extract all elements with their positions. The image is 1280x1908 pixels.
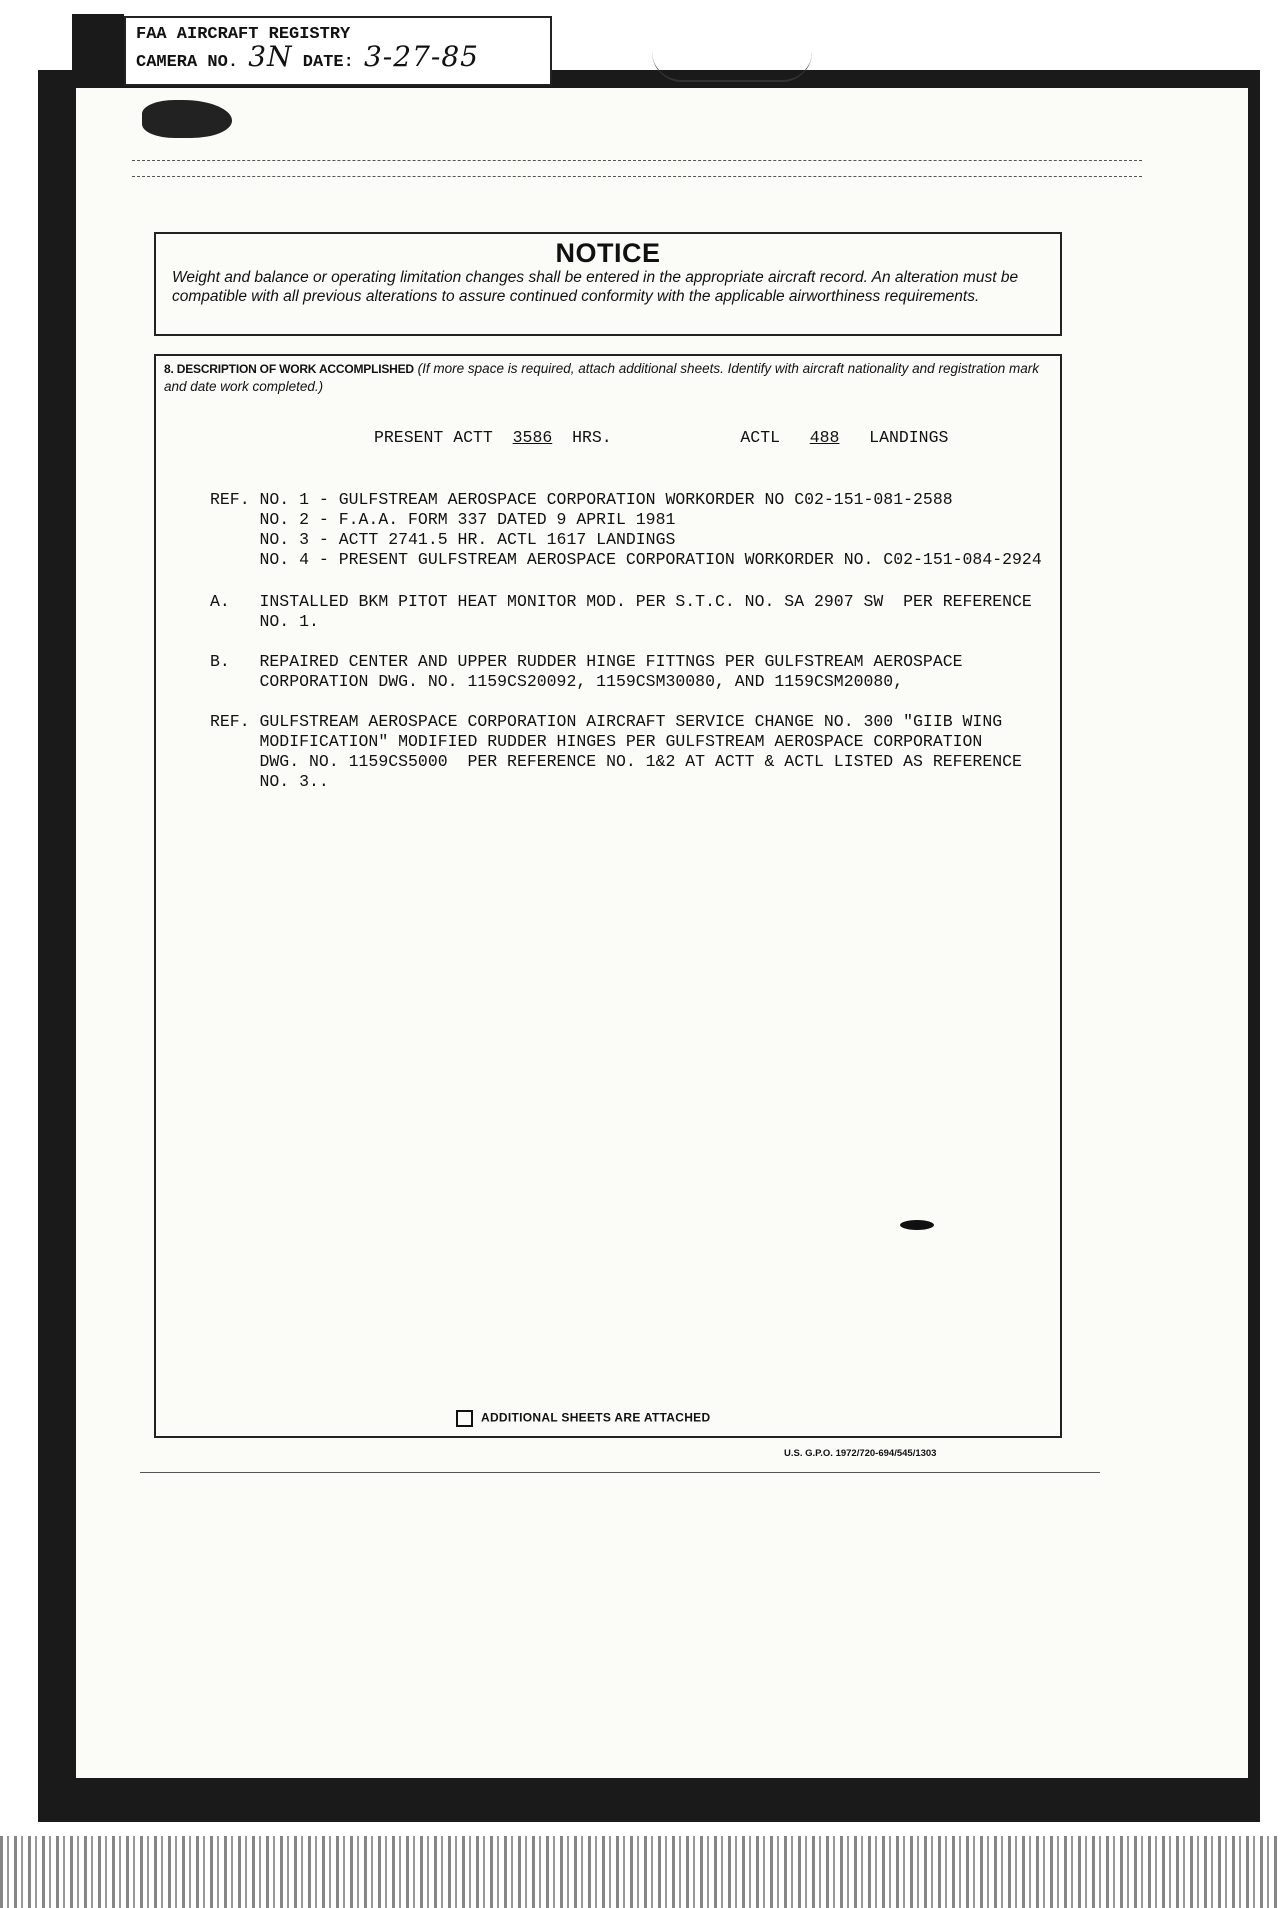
scan-frame-right <box>1248 86 1260 1786</box>
scan-frame-top-left <box>72 14 124 74</box>
item-ref-line: NO. 3.. <box>210 772 329 791</box>
additional-sheets-checkbox[interactable] <box>456 1410 473 1427</box>
actl-value: 488 <box>809 428 840 447</box>
additional-sheets-label: ADDITIONAL SHEETS ARE ATTACHED <box>481 1410 711 1425</box>
reference-list <box>210 470 1042 570</box>
present-actt-label: PRESENT ACTT <box>374 428 493 447</box>
landings-label: LANDINGS <box>869 428 949 447</box>
work-item-a <box>210 572 1032 632</box>
item-a-line: NO. 1. <box>210 612 319 631</box>
stamp-camera-line <box>136 40 540 74</box>
additional-sheets-line <box>456 1410 710 1427</box>
bottom-rule <box>140 1472 1100 1473</box>
perforation-line <box>132 160 1142 161</box>
item-b-line: B. REPAIRED CENTER AND UPPER RUDDER HINGE FITTNGS PER GULFSTREAM AEROSPACE <box>210 652 963 671</box>
present-time-line <box>374 428 948 448</box>
present-actt-value: 3586 <box>512 428 553 447</box>
item-ref-line: MODIFICATION" MODIFIED RUDDER HINGES PER GULFSTREAM AEROSPACE CORPORATION <box>210 732 983 751</box>
section-label: 8. DESCRIPTION OF WORK ACCOMPLISHED <box>164 362 414 376</box>
hand-mark <box>652 18 812 82</box>
notice-box <box>154 232 1062 336</box>
reference-line: REF. NO. 1 - GULFSTREAM AEROSPACE CORPORATION WORKORDER NO C02-151-081-2588 <box>210 490 953 509</box>
work-item-ref <box>210 692 1022 792</box>
reference-line: NO. 4 - PRESENT GULFSTREAM AEROSPACE CORPORATION WORKORDER NO. C02-151-084-2924 <box>210 550 1042 569</box>
camera-label: CAMERA NO. <box>136 53 239 72</box>
gpo-imprint: U.S. G.P.O. 1972/720-694/545/1303 <box>784 1448 937 1459</box>
reference-line: NO. 2 - F.A.A. FORM 337 DATED 9 APRIL 1981 <box>210 510 676 529</box>
scan-noise-bottom <box>0 1836 1280 1908</box>
item-ref-line: DWG. NO. 1159CS5000 PER REFERENCE NO. 1&2 AT ACTT & ACTL LISTED AS REFERENCE <box>210 752 1022 771</box>
reference-line: NO. 3 - ACTT 2741.5 HR. ACTL 1617 LANDINGS <box>210 530 676 549</box>
scan-frame-bottom <box>38 1778 1260 1822</box>
date-label: DATE: <box>302 53 354 72</box>
scan-frame-left <box>38 70 78 1790</box>
camera-value: 3N <box>248 40 293 73</box>
actl-label: ACTL <box>740 428 781 447</box>
hrs-label: HRS. <box>572 428 612 447</box>
item-ref-line: REF. GULFSTREAM AEROSPACE CORPORATION AIRCRAFT SERVICE CHANGE NO. 300 "GIIB WING <box>210 712 1003 731</box>
registry-stamp <box>124 16 552 86</box>
work-item-b <box>210 632 963 692</box>
section-instructions: (If more space is required, attach additional sheets. Identify with aircraft nationality and registration mark and date work completed.) <box>164 361 1039 394</box>
item-a-line: A. INSTALLED BKM PITOT HEAT MONITOR MOD. PER S.T.C. NO. SA 2907 SW PER REFERENCE <box>210 592 1032 611</box>
ink-blot <box>900 1220 934 1230</box>
date-value: 3-27-85 <box>363 40 479 73</box>
work-description-box <box>154 354 1062 1438</box>
perforation-line <box>132 176 1142 177</box>
stamp-title: FAA AIRCRAFT REGISTRY <box>136 25 351 44</box>
section-header <box>164 360 1044 396</box>
notice-text: Weight and balance or operating limitation changes shall be entered in the appropriate aircraft record. An alteration must be compatible with all previous alterations to assure continued conformity with the applicable airworthiness requirements. <box>172 269 1019 305</box>
ink-smudge <box>142 100 232 138</box>
item-b-line: CORPORATION DWG. NO. 1159CS20092, 1159CSM30080, AND 1159CSM20080, <box>210 672 904 691</box>
notice-title: NOTICE <box>555 238 661 268</box>
